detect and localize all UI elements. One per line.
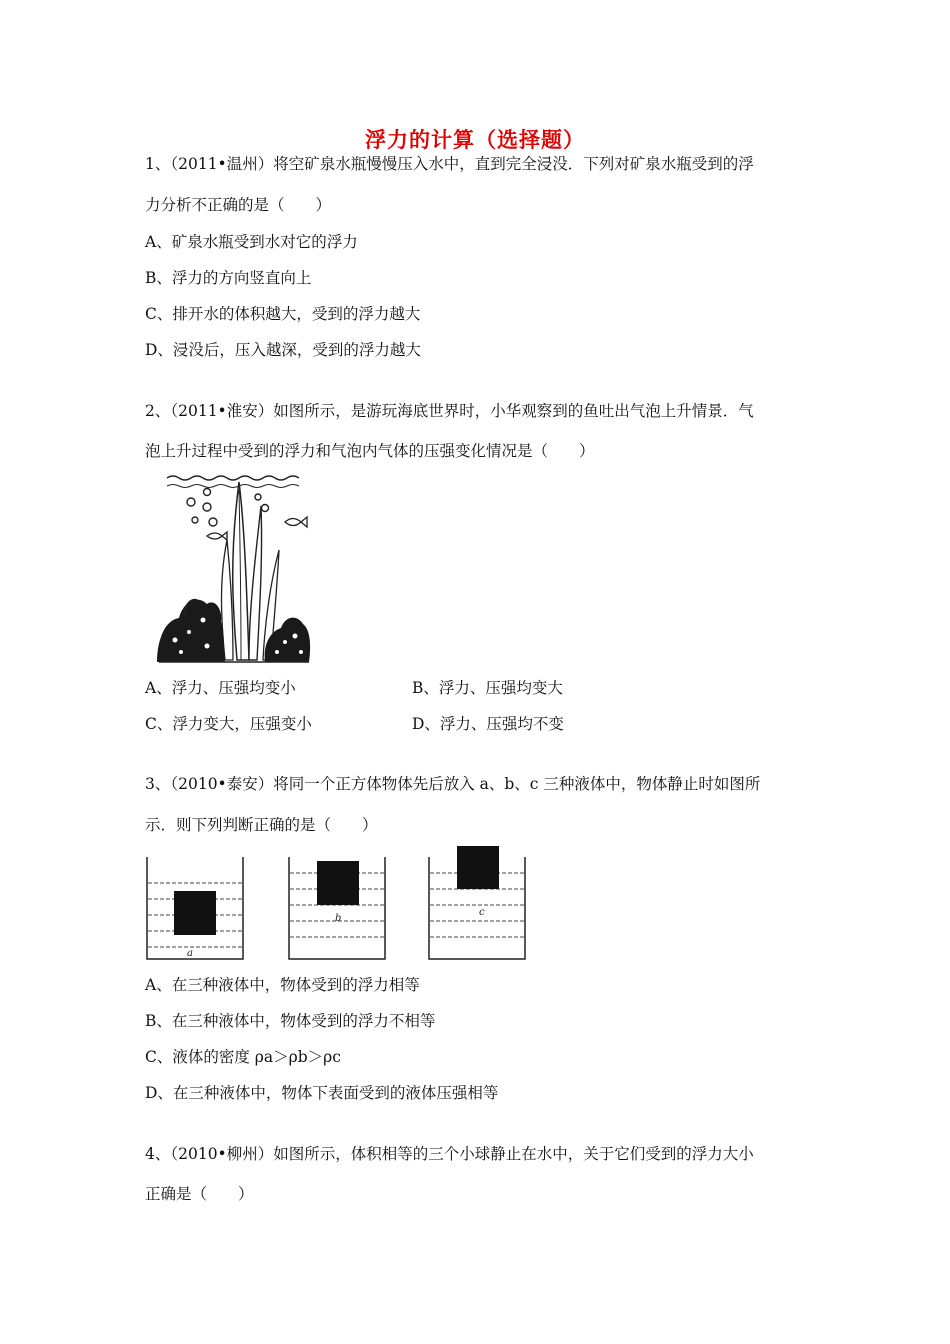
q2-seabed-figure — [145, 470, 315, 665]
cube-c — [457, 846, 499, 889]
q1-stem-line-1: 1、（2011•温州）将空矿泉水瓶慢慢压入水中，直到完全浸没．下列对矿泉水瓶受到的浮 — [145, 155, 754, 173]
q2-option-c: C、浮力变大，压强变小 — [145, 715, 312, 733]
q1-option-a: A、矿泉水瓶受到水对它的浮力 — [145, 233, 358, 251]
q2-stem-line-1: 2、（2011•淮安）如图所示，是游玩海底世界时，小华观察到的鱼吐出气泡上升情景．气 — [145, 402, 754, 420]
q1-stem-line-2: 力分析不正确的是（ ） — [145, 196, 332, 214]
q3-stem-line-2: 示．则下列判断正确的是（ ） — [145, 816, 378, 834]
beaker-c-figure — [427, 840, 527, 963]
q3-option-c: C、液体的密度 ρa＞ρb＞ρc — [145, 1048, 341, 1066]
q2-option-b: B、浮力、压强均变大 — [412, 679, 563, 697]
q2-stem-line-2: 泡上升过程中受到的浮力和气泡内气体的压强变化情况是（ ） — [145, 442, 595, 460]
beaker-a-figure — [145, 855, 245, 963]
q1-option-d: D、浸没后，压入越深，受到的浮力越大 — [145, 341, 421, 359]
q4-stem-line-1: 4、（2010•柳州）如图所示，体积相等的三个小球静止在水中，关于它们受到的浮力大小 — [145, 1145, 754, 1163]
q3-option-b: B、在三种液体中，物体受到的浮力不相等 — [145, 1012, 436, 1030]
q3-option-a: A、在三种液体中，物体受到的浮力相等 — [145, 976, 420, 994]
cube-b — [317, 861, 359, 905]
beaker-b-figure — [287, 855, 387, 963]
q4-stem-line-2: 正确是（ ） — [145, 1185, 254, 1203]
beaker-label-b: b — [335, 913, 342, 924]
cube-a — [174, 891, 216, 935]
q1-option-b: B、浮力的方向竖直向上 — [145, 269, 312, 287]
q3-stem-line-1: 3、（2010•泰安）将同一个正方体物体先后放入 a、b、c 三种液体中，物体静止时如图所 — [145, 775, 761, 793]
page-title: 浮力的计算（选择题） — [365, 128, 585, 152]
beaker-label-c: c — [479, 907, 485, 918]
q1-option-c: C、排开水的体积越大，受到的浮力越大 — [145, 305, 421, 323]
beaker-label-a: a — [187, 948, 193, 959]
q2-option-a: A、浮力、压强均变小 — [145, 679, 296, 697]
bubbles-group — [187, 489, 269, 527]
q2-option-d: D、浮力、压强均不变 — [412, 715, 564, 733]
q3-option-d: D、在三种液体中，物体下表面受到的液体压强相等 — [145, 1084, 499, 1102]
